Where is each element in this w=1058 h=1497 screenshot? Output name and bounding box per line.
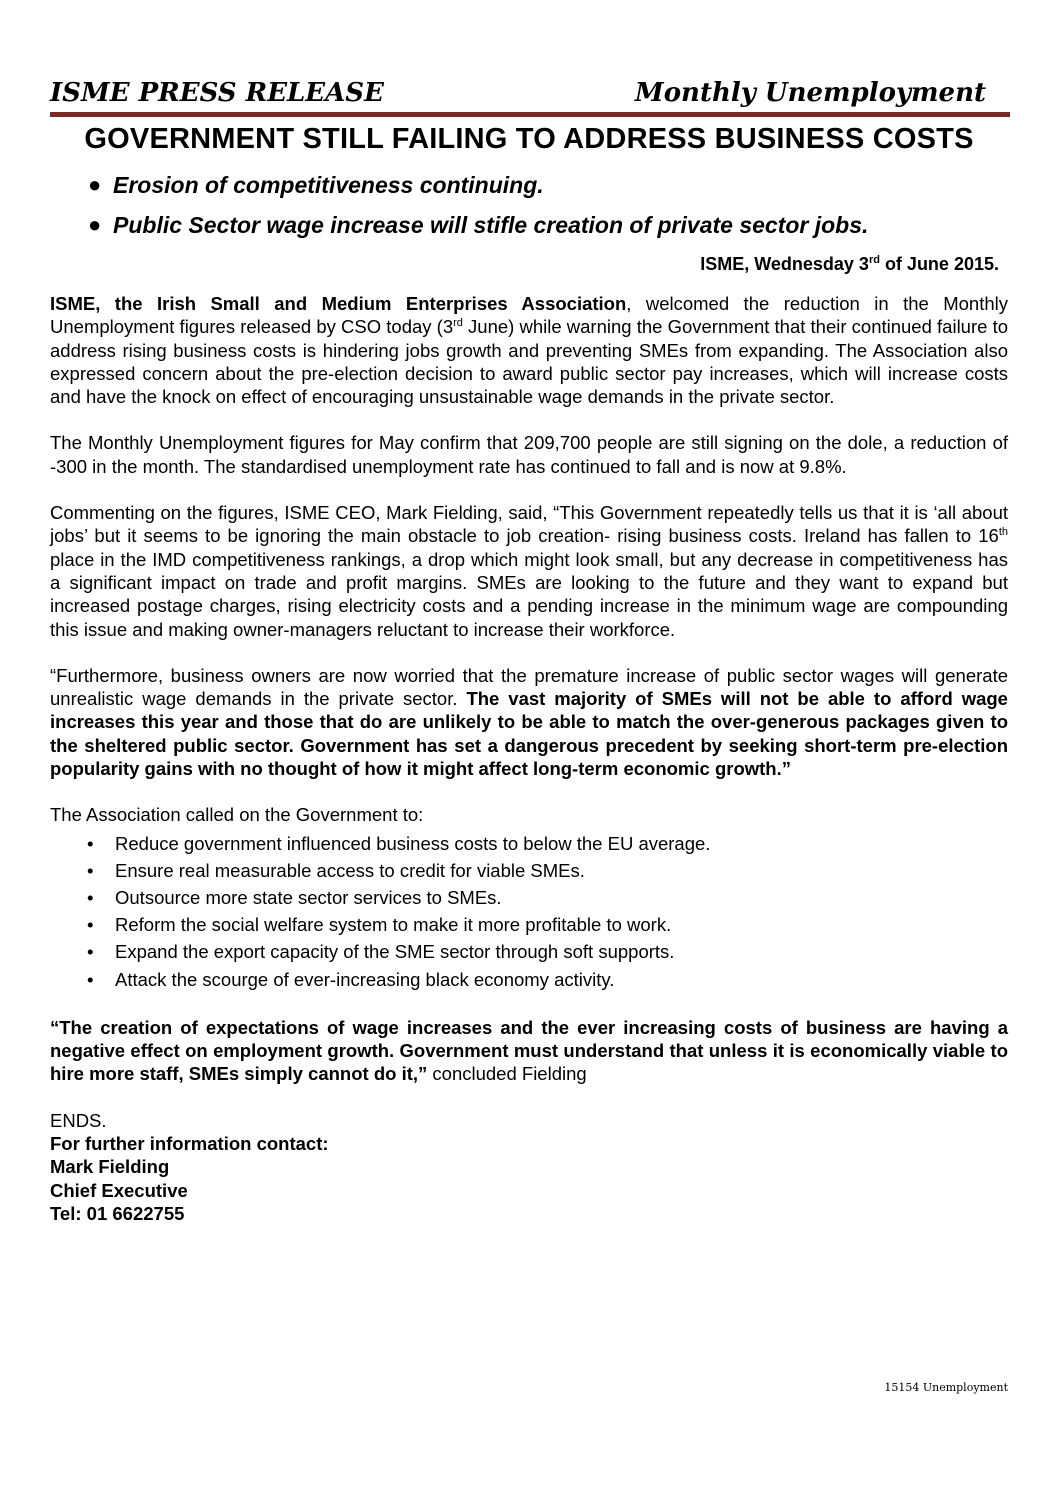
action-item <box>50 966 1008 993</box>
dateline-sup: rd <box>868 254 880 266</box>
key-points-list <box>50 165 1008 245</box>
action-text: Expand the export capacity of the SME sector through soft supports. <box>115 941 675 963</box>
key-point-item <box>50 165 1008 205</box>
ceo-comment-sup: th <box>998 526 1008 539</box>
key-point-text: Public Sector wage increase will stifle creation of private sector jobs. <box>113 212 869 238</box>
header-right-label: Monthly Unemployment <box>634 78 986 108</box>
dateline-suffix: of June 2015. <box>879 254 999 274</box>
action-text: Reduce government influenced business costs to below the EU average. <box>115 832 711 854</box>
ceo-comment-text-b: place in the IMD competitiveness rankings, a drop which might look small, but any decrease in competitiveness has a significant impact on trade and profit margins. SMEs are looking to the future and they want to expand but increased postage charges, rising electricity costs and a pending increase in the minimum wage are compounding this issue and making owner-managers reluctant to increase their workforce. <box>50 548 1008 640</box>
intro-sup: rd <box>453 317 463 330</box>
bullet-icon: ● <box>88 212 102 237</box>
action-text: Attack the scourge of ever-increasing black economy activity. <box>115 968 615 990</box>
header-left-label: ISME PRESS RELEASE <box>50 78 384 108</box>
bullet-icon: ● <box>88 172 102 197</box>
action-item <box>50 884 1008 911</box>
key-point-text: Erosion of competitiveness continuing. <box>113 172 544 198</box>
key-point-item <box>50 205 1008 245</box>
action-item <box>50 911 1008 938</box>
paragraph-wages <box>50 664 1008 780</box>
bullet-icon: • <box>87 968 94 990</box>
action-text: Ensure real measurable access to credit for viable SMEs. <box>115 859 585 881</box>
paragraph-closing-quote <box>50 1016 1008 1086</box>
paragraph-ceo-comment <box>50 501 1008 641</box>
paragraph-intro <box>50 292 1008 408</box>
contact-role: Chief Executive <box>50 1179 188 1201</box>
ceo-comment-text-a: Commenting on the figures, ISME CEO, Mark Fielding, said, “This Government repeatedly tells us that it is ‘all about jobs’ but it seems to be ignoring the main obstacle to job creation- rising business costs. Ireland has fallen to 16 <box>50 502 1008 547</box>
action-item <box>50 830 1008 857</box>
action-text: Reform the social welfare system to make it more profitable to work. <box>115 914 672 936</box>
action-item <box>50 938 1008 965</box>
closing-bold: “The creation of expectations of wage increases and the ever increasing costs of business are having a negative effect on employment growth. Government must understand that unless it is economically viable to hire more staff, SMEs simply cannot do it,” <box>50 1016 1008 1085</box>
press-release-page <box>50 78 1008 1225</box>
header-divider <box>50 112 1010 117</box>
ends-marker: ENDS. <box>50 1109 107 1131</box>
document-header <box>50 78 1008 112</box>
bullet-icon: • <box>87 887 94 909</box>
bullet-icon: • <box>87 832 94 854</box>
intro-text-a: , welcomed the reduction in the Monthly Unemployment figures released by CSO today (3 <box>50 293 1008 338</box>
intro-text-b: June) while warning the Government that their continued failure to address rising business costs is hindering jobs growth and preventing SMEs from expanding. The Association also expressed concern about the pre-election decision to award public sector pay increases, which will increase costs and have the knock on effect of encouraging unsustainable wage demands in the private sector. <box>50 316 1008 408</box>
action-text: Outsource more state sector services to SMEs. <box>115 887 502 909</box>
bullet-icon: • <box>87 941 94 963</box>
document-reference: 15154 Unemployment <box>884 1381 1008 1394</box>
intro-bold-lead: ISME, the Irish Small and Medium Enterprises Association <box>50 293 627 314</box>
calls-intro: The Association called on the Government to: <box>50 804 424 826</box>
bullet-icon: • <box>87 859 94 881</box>
wages-text: “Furthermore, business owners are now worried that the premature increase of public sector wages will generate unrealistic wage demands in the private sector. <box>50 664 1008 710</box>
action-item <box>50 857 1008 884</box>
press-release-title: GOVERNMENT STILL FAILING TO ADDRESS BUSINESS COSTS <box>84 123 974 155</box>
paragraph-figures: The Monthly Unemployment figures for May confirm that 209,700 people are still signing on the dole, a reduction of -300 in the month. The standardised unemployment rate has continued to fall and is now at 9.8%. <box>50 432 1008 477</box>
contact-block <box>50 1109 1008 1225</box>
closing-text: concluded Fielding <box>427 1063 587 1085</box>
wages-bold: The vast majority of SMEs will not be able to afford wage increases this year and those that do are unlikely to be able to match the over-generous packages given to the sheltered public sector. Government has set a dangerous precedent by seeking short-term pre-election popularity gains with no thought of how it might affect long-term economic growth.” <box>50 688 1008 780</box>
contact-phone: Tel: 01 6622755 <box>50 1202 185 1224</box>
actions-list <box>50 830 1008 993</box>
contact-name: Mark Fielding <box>50 1156 170 1178</box>
dateline-prefix: ISME, Wednesday 3 <box>700 254 869 274</box>
contact-heading: For further information contact: <box>50 1133 329 1155</box>
bullet-icon: • <box>87 914 94 936</box>
dateline <box>50 253 999 275</box>
